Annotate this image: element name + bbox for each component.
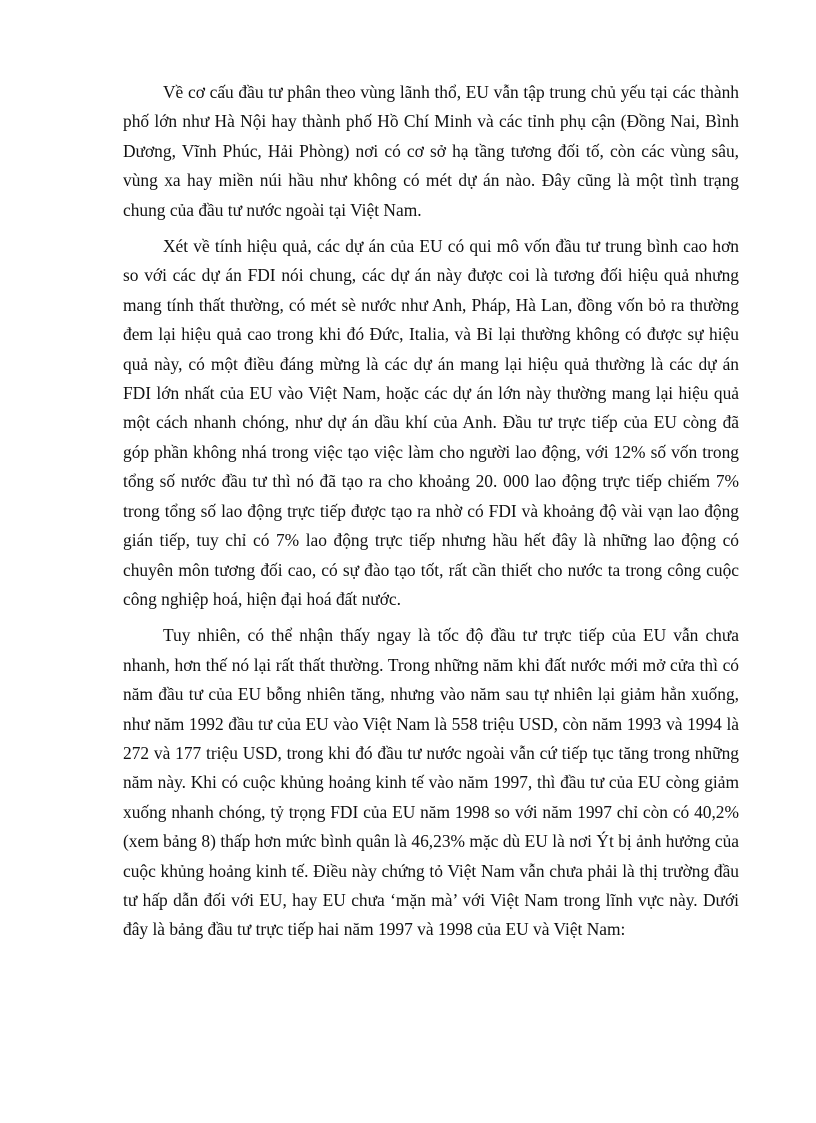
paragraph-regional-structure: Về cơ cấu đầu tư phân theo vùng lãnh thổ, EU vẫn tập trung chủ yếu tại các thành phố lớn như Hà Nội hay thành phố Hồ Chí Minh và các tỉnh phụ cận (Đồng Nai, Bình Dương, Vĩnh Phúc, Hải Phòng) nơi có cơ sở hạ tầng tương đối tố, còn các vùng sâu, vùng xa hay miền núi hầu như không có mét dự án nào. Đây cũng là một tình trạng chung của đầu tư nước ngoài tại Việt Nam. [123,82,739,220]
paragraph-efficiency: Xét về tính hiệu quả, các dự án của EU có qui mô vốn đầu tư trung bình cao hơn so với các dự án FDI nói chung, các dự án này được coi là tương đối hiệu quả nhưng mang tính thất thường, có mét sè nước như Anh, Pháp, Hà Lan, đồng vốn bỏ ra thường đem lại hiệu quả cao trong khi đó Đức, Italia, và Bỉ lại thường không có được sự hiệu quả này, có một điều đáng mừng là các dự án mang lại hiệu quả thường là các dự án FDI lớn nhất của EU vào Việt Nam, hoặc các dự án lớn này thường mang lại hiệu quả một cách nhanh chóng, như dự án dầu khí của Anh. Đầu tư trực tiếp của EU còng đã góp phần không nhá trong việc tạo việc làm cho người lao động, với 12% số vốn trong tổng số nước đầu tư thì nó đã tạo ra cho khoảng 20. 000 lao động trực tiếp chiếm 7% trong tổng số lao động trực tiếp được tạo ra nhờ có FDI và khoảng độ vài vạn lao động gián tiếp, tuy chỉ có 7% lao động trực tiếp nhưng hầu hết đây là những lao động có chuyên môn tương đối cao, có sự đào tạo tốt, rất cần thiết cho nước ta trong công cuộc công nghiệp hoá, hiện đại hoá đất nước. [123,236,739,609]
paragraph-investment-speed: Tuy nhiên, có thể nhận thấy ngay là tốc độ đầu tư trực tiếp của EU vẫn chưa nhanh, hơn thế nó lại rất thất thường. Trong những năm khi đất nước mới mở cửa thì có năm đầu tư của EU bỗng nhiên tăng, nhưng vào năm sau tự nhiên lại giảm hẳn xuống, như năm 1992 đầu tư của EU vào Việt Nam là 558 triệu USD, còn năm 1993 và 1994 là 272 và 177 triệu USD, trong khi đó đầu tư nước ngoài vẫn cứ tiếp tục tăng trong những năm này. Khi có cuộc khủng hoảng kinh tế vào năm 1997, thì đầu tư của EU còng giảm xuống nhanh chóng, tỷ trọng FDI của EU năm 1998 so với năm 1997 chỉ còn có 40,2% (xem bảng 8) thấp hơn mức bình quân là 46,23% mặc dù EU là nơi Ýt bị ảnh hưởng của cuộc khủng hoảng kinh tế. Điều này chứng tỏ Việt Nam vẫn chưa phải là thị trường đầu tư hấp dẫn đối với EU, hay EU chưa ‘mặn mà’ với Việt Nam trong lĩnh vực này. Dưới đây là bảng đầu tư trực tiếp hai năm 1997 và 1998 của EU và Việt Nam: [123,625,739,940]
document-page [123,78,739,952]
